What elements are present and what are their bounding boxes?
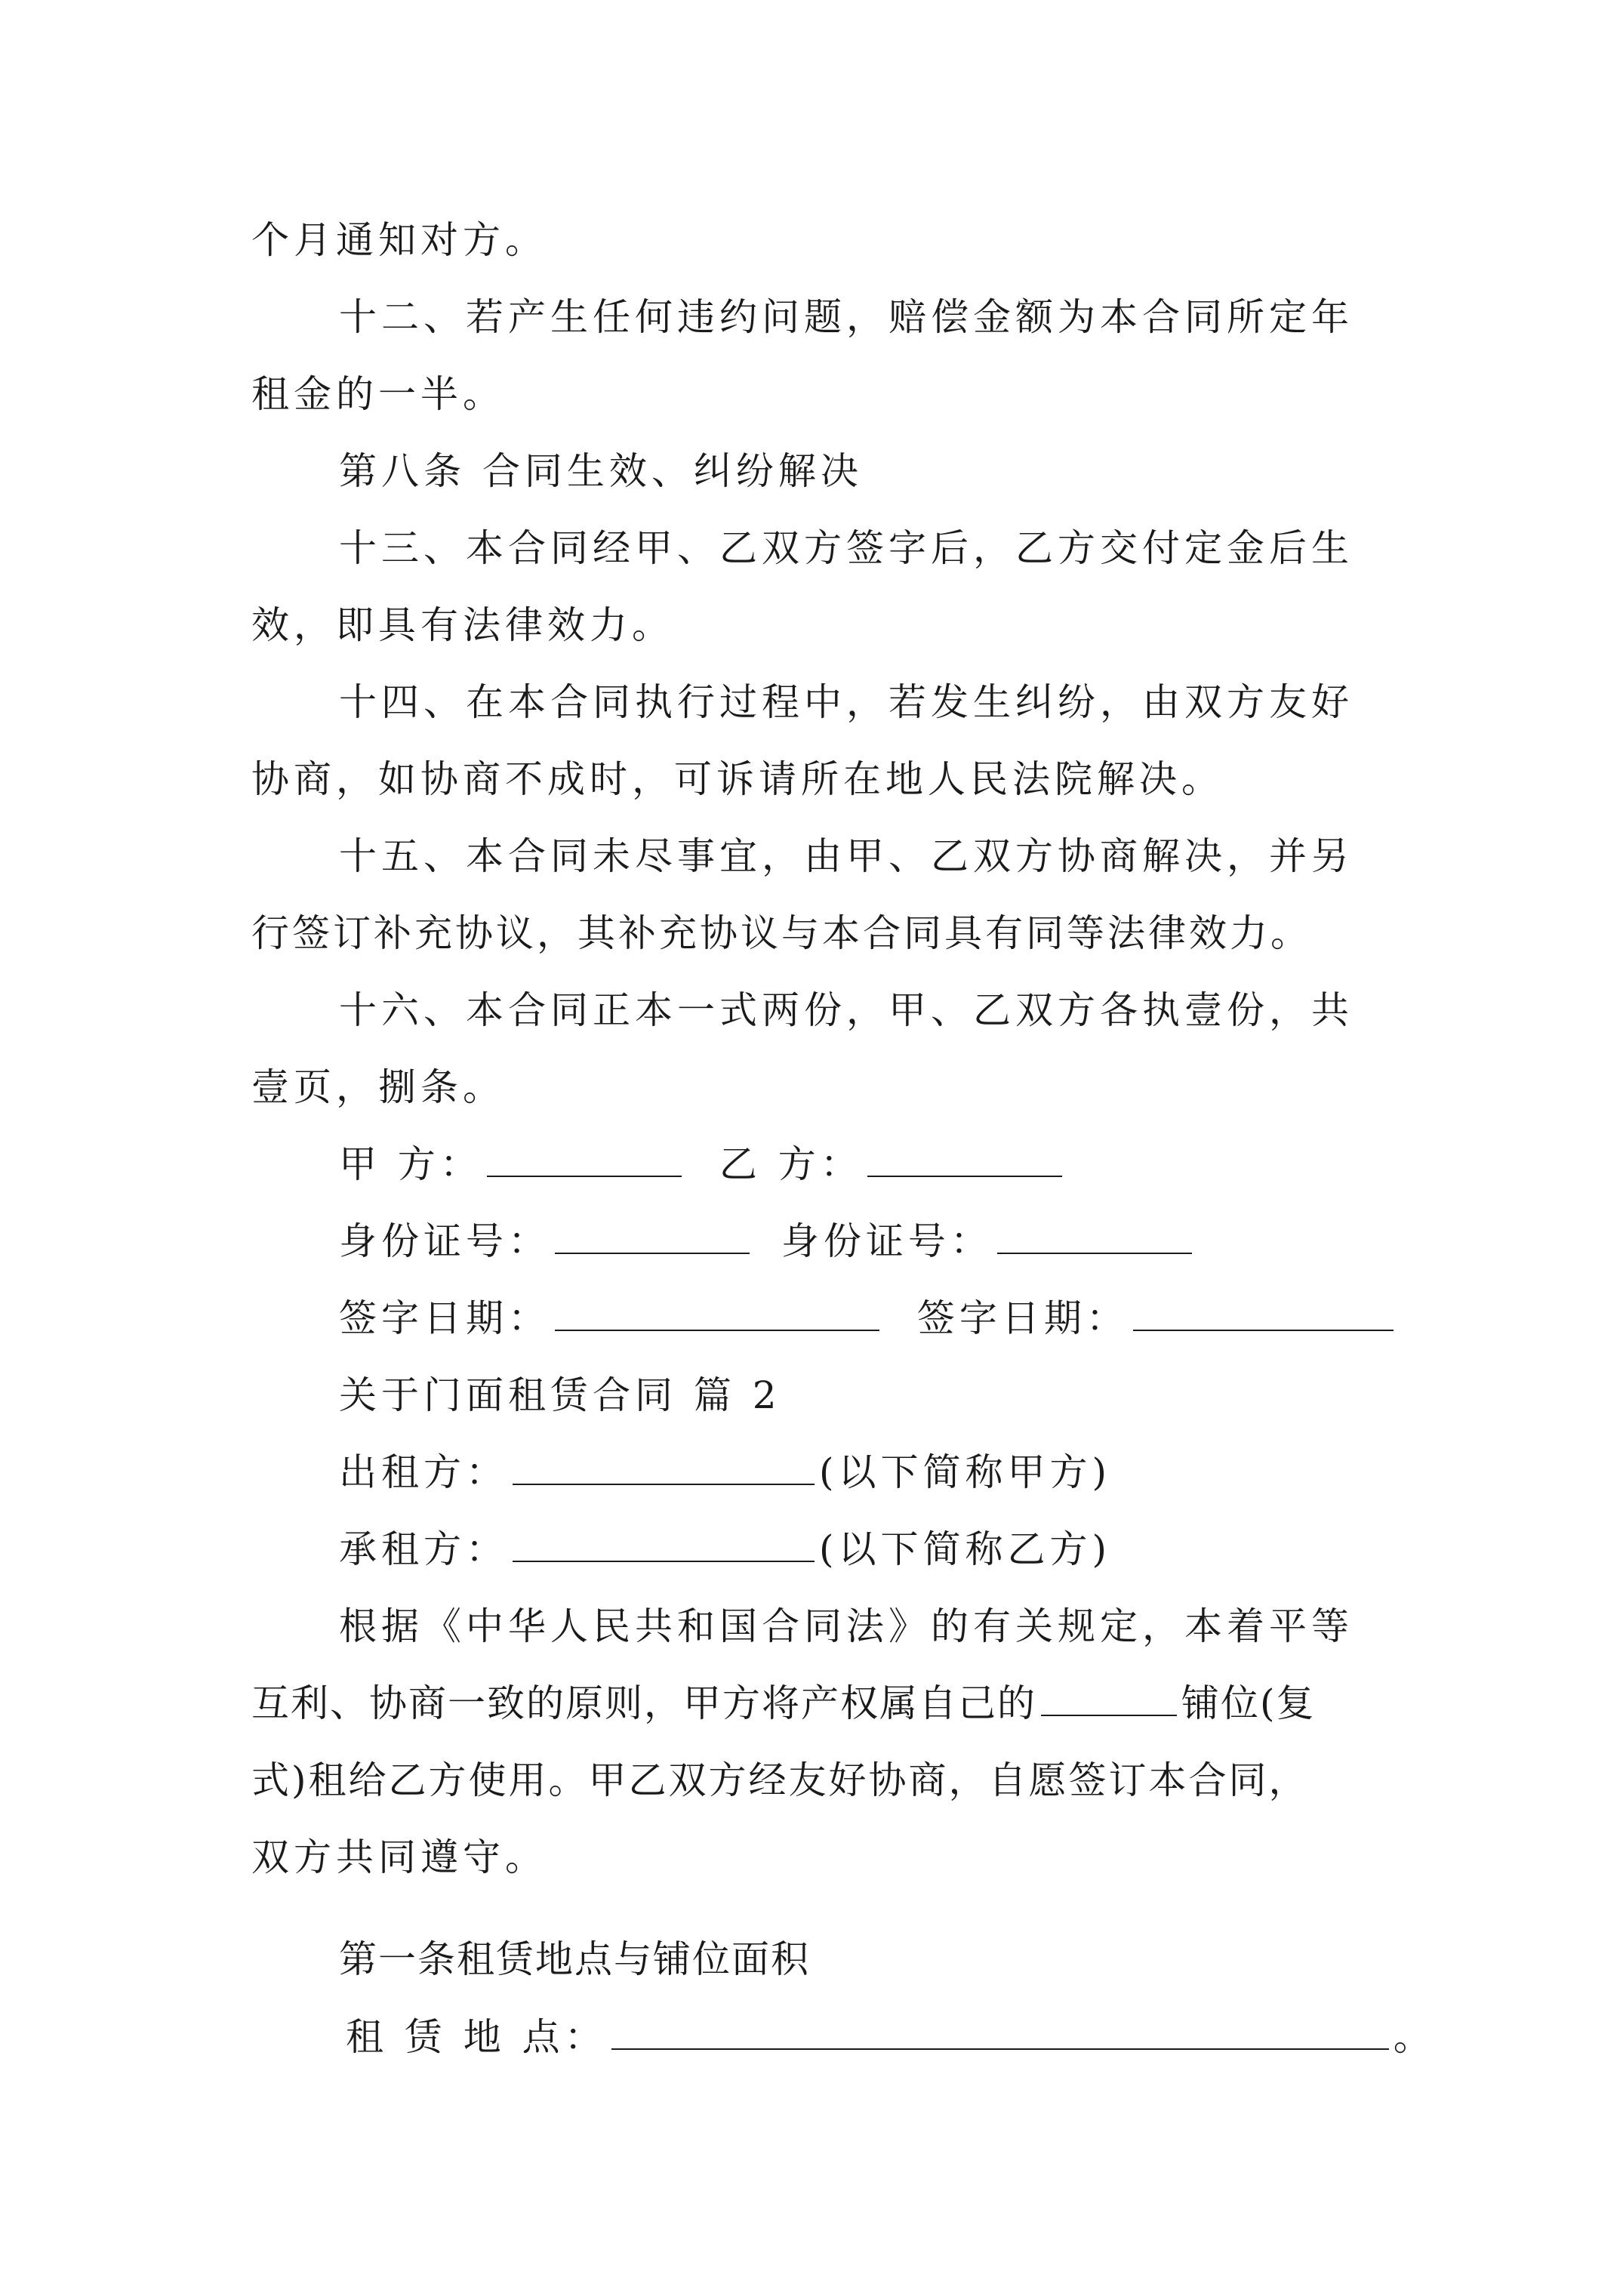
text-line: 十五、本合同未尽事宜，由甲、乙双方协商解决，并另: [339, 834, 1354, 878]
text-line: 个月通知对方。: [251, 218, 547, 262]
location-blank: [611, 2015, 1389, 2050]
date-a-label: 签字日期：: [339, 1296, 550, 1340]
location-end: 。: [1393, 2015, 1436, 2059]
section-title: 关于门面租赁合同 篇 2: [339, 1373, 781, 1417]
id-a-blank: [555, 1219, 750, 1254]
lessee-row: [339, 1527, 1111, 1572]
lessee-blank: [513, 1527, 815, 1562]
text-line: 十二、若产生任何违约问题，赔偿金额为本合同所定年: [339, 295, 1354, 339]
signature-row-party: [339, 1142, 1067, 1187]
date-b-label: 签字日期：: [916, 1296, 1129, 1340]
date-b-blank: [1133, 1296, 1394, 1331]
signature-row-date: [339, 1296, 1398, 1341]
lessee-note: (以下简称乙方): [819, 1527, 1112, 1571]
text-line: [251, 1681, 1316, 1726]
text-line: 十六、本合同正本一式两份，甲、乙双方各执壹份，共: [339, 988, 1354, 1032]
party-a-blank: [487, 1142, 682, 1177]
text-line: 协商，如协商不成时，可诉请所在地人民法院解决。: [251, 757, 1224, 801]
location-label: 租 赁 地 点：: [346, 2015, 607, 2059]
party-a-label: 甲 方：: [339, 1142, 482, 1186]
signature-row-id: [339, 1219, 1196, 1264]
party-b-blank: [867, 1142, 1062, 1177]
text-line: 租金的一半。: [251, 372, 505, 416]
id-b-blank: [997, 1219, 1192, 1254]
text-segment: 铺位(复: [1181, 1681, 1316, 1725]
date-a-blank: [555, 1296, 879, 1331]
text-line: 行签订补充协议，其补充协议与本合同具有同等法律效力。: [251, 911, 1311, 955]
lessor-row: [339, 1450, 1111, 1495]
text-line: 十三、本合同经甲、乙双方签字后，乙方交付定金后生: [339, 526, 1354, 570]
section-heading: 第八条 合同生效、纠纷解决: [339, 449, 863, 493]
location-row: [346, 2014, 1436, 2060]
section-heading: 第一条租赁地点与铺位面积: [339, 1937, 810, 1981]
party-b-label: 乙 方：: [719, 1142, 863, 1186]
lessor-label: 出租方：: [339, 1450, 508, 1494]
text-line: 壹页，捌条。: [251, 1065, 505, 1109]
text-line: 根据《中华人民共和国合同法》的有关规定，本着平等: [339, 1604, 1354, 1648]
stall-blank: [1041, 1681, 1177, 1716]
lessor-note: (以下简称甲方): [819, 1450, 1112, 1494]
id-a-label: 身份证号：: [339, 1219, 550, 1263]
id-b-label: 身份证号：: [781, 1219, 993, 1263]
text-line: 双方共同遵守。: [251, 1835, 547, 1879]
text-line: 式)租给乙方使用。甲乙双方经友好协商，自愿签订本合同，: [251, 1758, 1309, 1802]
text-line: 效，即具有法律效力。: [251, 603, 674, 647]
lessee-label: 承租方：: [339, 1527, 508, 1571]
text-line: 十四、在本合同执行过程中，若发生纠纷，由双方友好: [339, 680, 1354, 724]
lessor-blank: [513, 1450, 815, 1485]
text-segment: 互利、协商一致的原则，甲方将产权属自己的: [251, 1681, 1036, 1725]
